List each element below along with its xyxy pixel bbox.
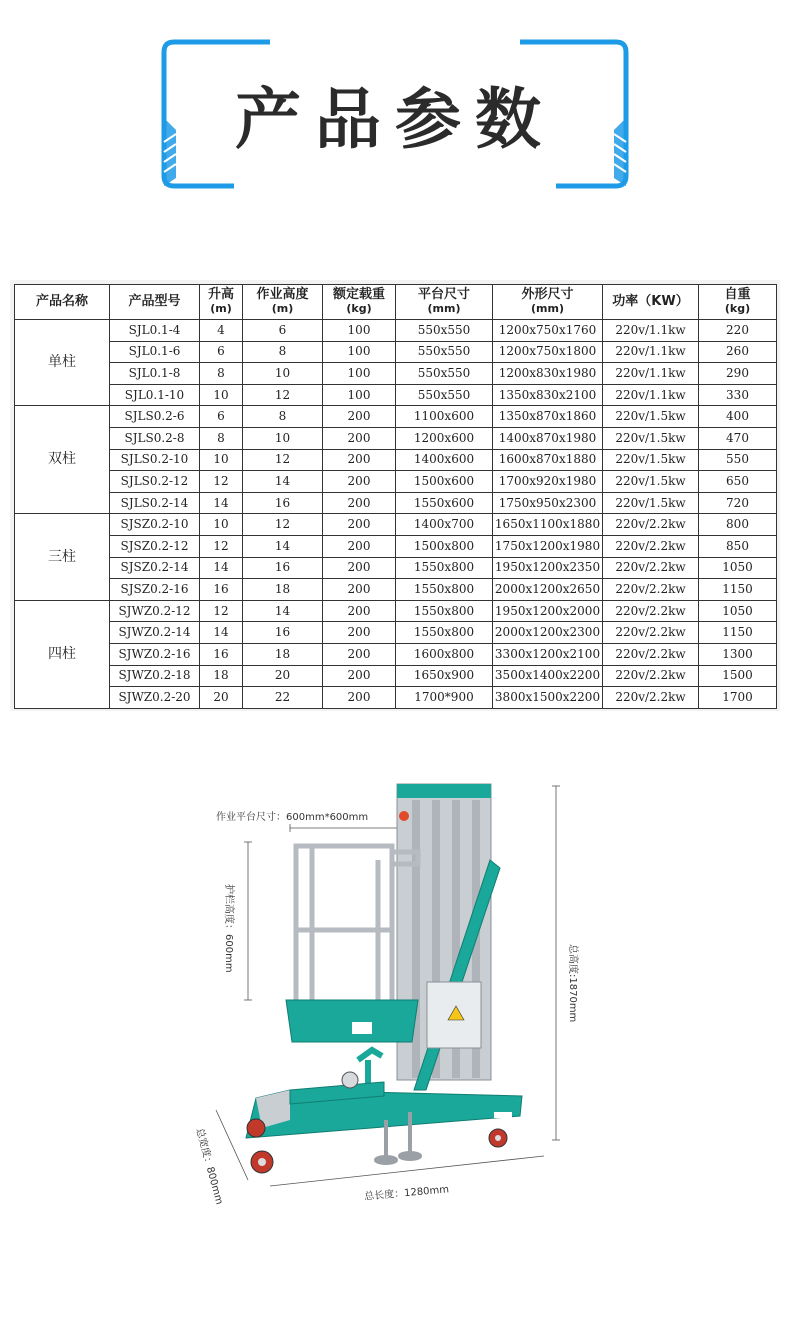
cell-weight: 650 [699, 471, 777, 493]
cell-overall-size: 1350x870x1860 [493, 406, 603, 428]
cell-weight: 1150 [699, 579, 777, 601]
cell-overall-size: 1350x830x2100 [493, 384, 603, 406]
cell-lift-height: 18 [200, 665, 243, 687]
total-height-label: 总高度:1870mm [567, 944, 578, 1023]
cell-lift-height: 20 [200, 687, 243, 709]
cell-working-height: 6 [243, 320, 323, 342]
cell-platform-size: 1550x800 [396, 557, 493, 579]
cell-weight: 550 [699, 449, 777, 471]
cell-platform-size: 1200x600 [396, 427, 493, 449]
machine-diagram [0, 760, 790, 1240]
cell-rated-load: 200 [323, 622, 396, 644]
cell-weight: 1050 [699, 557, 777, 579]
table-row [15, 363, 777, 385]
cell-working-height: 16 [243, 557, 323, 579]
cell-model: SJL0.1-8 [110, 363, 200, 385]
table-row [15, 622, 777, 644]
cell-platform-size: 1550x600 [396, 492, 493, 514]
cell-working-height: 22 [243, 687, 323, 709]
header-power: 功率（KW） [603, 285, 699, 320]
cell-platform-size: 1400x600 [396, 449, 493, 471]
cell-power: 220v/2.2kw [603, 514, 699, 536]
cell-working-height: 8 [243, 341, 323, 363]
spec-table-body [15, 320, 777, 709]
table-row [15, 687, 777, 709]
cell-model: SJWZ0.2-18 [110, 665, 200, 687]
cell-weight: 850 [699, 535, 777, 557]
cell-weight: 720 [699, 492, 777, 514]
cell-rated-load: 200 [323, 643, 396, 665]
cell-power: 220v/1.5kw [603, 427, 699, 449]
cell-working-height: 16 [243, 622, 323, 644]
cell-model: SJWZ0.2-20 [110, 687, 200, 709]
cell-model: SJWZ0.2-12 [110, 600, 200, 622]
cell-rated-load: 200 [323, 687, 396, 709]
cell-model: SJSZ0.2-16 [110, 579, 200, 601]
product-group-name: 双柱 [15, 406, 110, 514]
cell-weight: 1050 [699, 600, 777, 622]
cell-power: 220v/1.1kw [603, 384, 699, 406]
cell-power: 220v/2.2kw [603, 665, 699, 687]
cell-overall-size: 1950x1200x2000 [493, 600, 603, 622]
cell-power: 220v/2.2kw [603, 557, 699, 579]
cell-overall-size: 1200x750x1800 [493, 341, 603, 363]
cell-rated-load: 200 [323, 406, 396, 428]
cell-overall-size: 1700x920x1980 [493, 471, 603, 493]
cell-overall-size: 1200x830x1980 [493, 363, 603, 385]
cell-lift-height: 14 [200, 492, 243, 514]
cell-platform-size: 1600x800 [396, 643, 493, 665]
table-row [15, 514, 777, 536]
cell-platform-size: 1100x600 [396, 406, 493, 428]
cell-weight: 260 [699, 341, 777, 363]
cell-lift-height: 6 [200, 341, 243, 363]
cell-power: 220v/1.5kw [603, 471, 699, 493]
cell-working-height: 10 [243, 427, 323, 449]
table-row [15, 665, 777, 687]
cell-power: 220v/1.5kw [603, 406, 699, 428]
cell-platform-size: 550x550 [396, 384, 493, 406]
cell-weight: 290 [699, 363, 777, 385]
cell-lift-height: 14 [200, 622, 243, 644]
page-title: 产品参数 [235, 81, 555, 158]
cell-weight: 1500 [699, 665, 777, 687]
cell-lift-height: 14 [200, 557, 243, 579]
table-row [15, 557, 777, 579]
table-row [15, 600, 777, 622]
cell-power: 220v/2.2kw [603, 600, 699, 622]
cell-power: 220v/2.2kw [603, 579, 699, 601]
cell-weight: 1700 [699, 687, 777, 709]
table-row [15, 643, 777, 665]
cell-weight: 1150 [699, 622, 777, 644]
cell-rated-load: 100 [323, 320, 396, 342]
cell-working-height: 20 [243, 665, 323, 687]
cell-platform-size: 1550x800 [396, 579, 493, 601]
cell-platform-size: 1500x800 [396, 535, 493, 557]
header-lift-height: 升高 (m) [200, 285, 243, 320]
cell-rated-load: 200 [323, 579, 396, 601]
cell-rated-load: 200 [323, 492, 396, 514]
cell-rated-load: 200 [323, 665, 396, 687]
cell-lift-height: 10 [200, 514, 243, 536]
cell-overall-size: 3300x1200x2100 [493, 643, 603, 665]
table-row [15, 449, 777, 471]
cell-power: 220v/2.2kw [603, 535, 699, 557]
table-row [15, 320, 777, 342]
cell-working-height: 16 [243, 492, 323, 514]
table-header-row [15, 285, 777, 320]
cell-platform-size: 550x550 [396, 363, 493, 385]
cell-working-height: 14 [243, 535, 323, 557]
aerial-lift-illustration [0, 760, 790, 1240]
cell-model: SJSZ0.2-10 [110, 514, 200, 536]
cell-working-height: 14 [243, 600, 323, 622]
cell-weight: 400 [699, 406, 777, 428]
cell-lift-height: 12 [200, 535, 243, 557]
table-row [15, 471, 777, 493]
cell-overall-size: 1650x1100x1880 [493, 514, 603, 536]
cell-lift-height: 16 [200, 579, 243, 601]
table-row [15, 427, 777, 449]
cell-rated-load: 100 [323, 341, 396, 363]
product-group-name: 单柱 [15, 320, 110, 406]
cell-model: SJWZ0.2-16 [110, 643, 200, 665]
spec-table [14, 284, 777, 709]
cell-working-height: 14 [243, 471, 323, 493]
product-group-name: 四柱 [15, 600, 110, 708]
cell-lift-height: 8 [200, 363, 243, 385]
cell-model: SJL0.1-10 [110, 384, 200, 406]
table-row [15, 535, 777, 557]
table-row [15, 341, 777, 363]
guardrail-height-label: 护栏高度：600mm [223, 884, 234, 973]
total-length-label: 总长度：1280mm [363, 1184, 450, 1203]
cell-overall-size: 1750x950x2300 [493, 492, 603, 514]
cell-power: 220v/1.5kw [603, 492, 699, 514]
cell-working-height: 12 [243, 449, 323, 471]
cell-overall-size: 3800x1500x2200 [493, 687, 603, 709]
cell-lift-height: 12 [200, 471, 243, 493]
header-platform-size: 平台尺寸 (mm) [396, 285, 493, 320]
cell-working-height: 10 [243, 363, 323, 385]
cell-rated-load: 200 [323, 514, 396, 536]
cell-lift-height: 4 [200, 320, 243, 342]
cell-working-height: 12 [243, 514, 323, 536]
title-block [160, 38, 630, 190]
total-width-label: 总宽度：800mm [193, 1127, 225, 1206]
cell-platform-size: 1700*900 [396, 687, 493, 709]
product-group-name: 三柱 [15, 514, 110, 600]
cell-overall-size: 3500x1400x2200 [493, 665, 603, 687]
cell-platform-size: 1650x900 [396, 665, 493, 687]
cell-model: SJLS0.2-8 [110, 427, 200, 449]
header-working-height: 作业高度 (m) [243, 285, 323, 320]
header-weight: 自重 (kg) [699, 285, 777, 320]
cell-overall-size: 1950x1200x2350 [493, 557, 603, 579]
header-overall-size: 外形尺寸 (mm) [493, 285, 603, 320]
cell-overall-size: 1600x870x1880 [493, 449, 603, 471]
cell-power: 220v/1.1kw [603, 320, 699, 342]
spec-table-container [10, 280, 780, 711]
cell-power: 220v/2.2kw [603, 622, 699, 644]
cell-working-height: 18 [243, 643, 323, 665]
cell-rated-load: 200 [323, 535, 396, 557]
cell-overall-size: 2000x1200x2650 [493, 579, 603, 601]
cell-working-height: 12 [243, 384, 323, 406]
cell-weight: 470 [699, 427, 777, 449]
cell-platform-size: 1400x700 [396, 514, 493, 536]
cell-overall-size: 2000x1200x2300 [493, 622, 603, 644]
cell-lift-height: 10 [200, 449, 243, 471]
cell-model: SJLS0.2-14 [110, 492, 200, 514]
table-row [15, 406, 777, 428]
header-product-name: 产品名称 [15, 285, 110, 320]
cell-rated-load: 200 [323, 471, 396, 493]
table-row [15, 579, 777, 601]
cell-lift-height: 16 [200, 643, 243, 665]
cell-rated-load: 100 [323, 384, 396, 406]
cell-power: 220v/2.2kw [603, 687, 699, 709]
cell-model: SJLS0.2-10 [110, 449, 200, 471]
table-row [15, 384, 777, 406]
cell-power: 220v/1.1kw [603, 341, 699, 363]
cell-weight: 800 [699, 514, 777, 536]
cell-lift-height: 10 [200, 384, 243, 406]
cell-power: 220v/2.2kw [603, 643, 699, 665]
cell-model: SJSZ0.2-12 [110, 535, 200, 557]
cell-model: SJLS0.2-6 [110, 406, 200, 428]
cell-overall-size: 1200x750x1760 [493, 320, 603, 342]
header-rated-load: 额定载重 (kg) [323, 285, 396, 320]
control-box [427, 982, 481, 1048]
table-row [15, 492, 777, 514]
cell-working-height: 18 [243, 579, 323, 601]
cell-rated-load: 200 [323, 449, 396, 471]
cell-platform-size: 550x550 [396, 341, 493, 363]
cell-overall-size: 1750x1200x1980 [493, 535, 603, 557]
cell-rated-load: 100 [323, 363, 396, 385]
cell-rated-load: 200 [323, 427, 396, 449]
cell-model: SJL0.1-4 [110, 320, 200, 342]
cell-rated-load: 200 [323, 600, 396, 622]
cell-platform-size: 1500x600 [396, 471, 493, 493]
cell-model: SJLS0.2-12 [110, 471, 200, 493]
cell-platform-size: 550x550 [396, 320, 493, 342]
cell-power: 220v/1.1kw [603, 363, 699, 385]
cell-overall-size: 1400x870x1980 [493, 427, 603, 449]
cell-platform-size: 1550x800 [396, 600, 493, 622]
cell-lift-height: 6 [200, 406, 243, 428]
cell-weight: 330 [699, 384, 777, 406]
cell-model: SJL0.1-6 [110, 341, 200, 363]
cell-lift-height: 8 [200, 427, 243, 449]
cell-rated-load: 200 [323, 557, 396, 579]
cell-lift-height: 12 [200, 600, 243, 622]
cell-weight: 220 [699, 320, 777, 342]
cell-model: SJWZ0.2-14 [110, 622, 200, 644]
cell-weight: 1300 [699, 643, 777, 665]
cell-platform-size: 1550x800 [396, 622, 493, 644]
platform-size-label: 作业平台尺寸：600mm*600mm [216, 812, 369, 823]
cell-power: 220v/1.5kw [603, 449, 699, 471]
cell-working-height: 8 [243, 406, 323, 428]
cell-model: SJSZ0.2-14 [110, 557, 200, 579]
header-product-model: 产品型号 [110, 285, 200, 320]
